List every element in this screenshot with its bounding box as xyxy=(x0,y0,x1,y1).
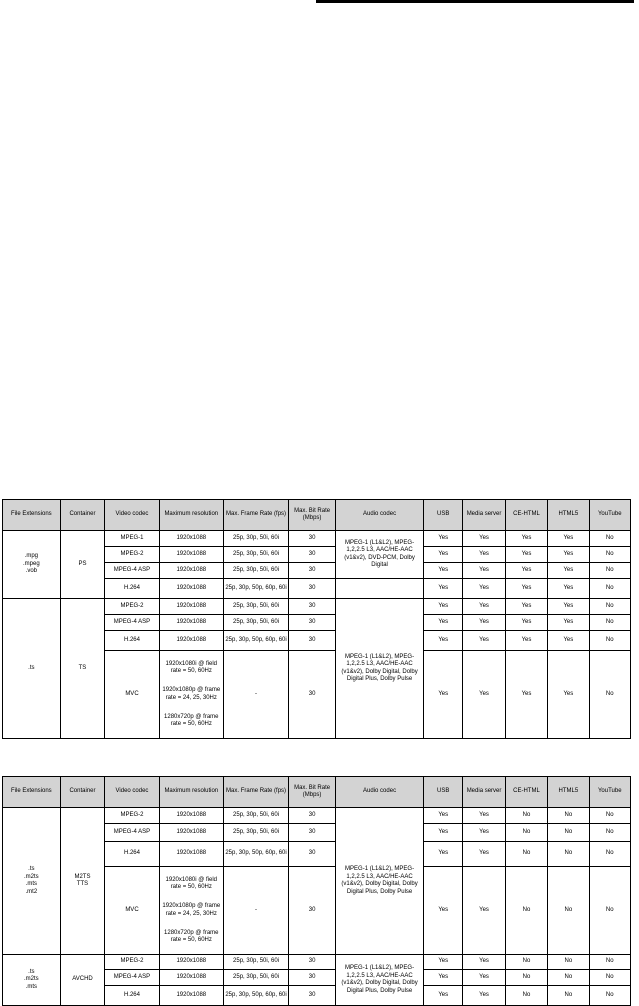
youtube-cell: No xyxy=(589,808,630,824)
usb-cell: Yes xyxy=(424,986,463,1006)
media-server-cell: Yes xyxy=(463,970,505,986)
bit-rate-cell: 30 xyxy=(289,631,336,651)
header-html5: HTML5 xyxy=(548,500,589,531)
usb-cell: Yes xyxy=(424,824,463,842)
media-server-cell: Yes xyxy=(463,867,505,955)
video-codec-cell: H.264 xyxy=(105,986,159,1006)
header-media-server: Media server xyxy=(463,777,505,808)
usb-cell: Yes xyxy=(424,970,463,986)
youtube-cell: No xyxy=(589,579,630,599)
header-video-codec: Video codec xyxy=(105,500,159,531)
youtube-cell: No xyxy=(589,563,630,579)
bit-rate-cell: 30 xyxy=(289,599,336,615)
resolution-cell: 1920x1088 xyxy=(159,986,223,1006)
resolution-cell: 1920x1088 xyxy=(159,547,223,563)
ce-html-cell: No xyxy=(505,986,547,1006)
header-max-frame-rate: Max. Frame Rate (fps) xyxy=(223,500,288,531)
youtube-cell: No xyxy=(589,824,630,842)
container-cell: AVCHD xyxy=(60,955,105,1006)
youtube-cell: No xyxy=(589,651,630,739)
format-table-2 xyxy=(2,776,631,1006)
bit-rate-cell: 30 xyxy=(289,808,336,824)
html5-cell: Yes xyxy=(548,631,589,651)
resolution-cell: 1920x1088 xyxy=(159,631,223,651)
frame-rate-cell: 25p, 30p, 50i, 60i xyxy=(223,599,288,615)
usb-cell: Yes xyxy=(424,547,463,563)
ce-html-cell: Yes xyxy=(505,579,547,599)
header-usb: USB xyxy=(424,777,463,808)
frame-rate-cell: 25p, 30p, 50i, 60i xyxy=(223,563,288,579)
resolution-line: 1920x1080i @ field rate = 50, 60Hz xyxy=(165,660,218,674)
file-extensions-cell: .ts xyxy=(3,599,61,739)
resolution-cell: 1920x1088 xyxy=(159,824,223,842)
ce-html-cell: Yes xyxy=(505,615,547,631)
header-ce-html: CE-HTML xyxy=(505,500,547,531)
resolution-cell xyxy=(159,651,223,739)
media-server-cell: Yes xyxy=(463,808,505,824)
audio-codec-cell: MPEG-1 (L1&L2), MPEG-1,2,2.5 L3, AAC/HE-AAC (v1&v2), Dolby Digital, Dolby Digital Plus, Dolby Pulse xyxy=(335,599,423,739)
resolution-cell xyxy=(159,867,223,955)
html5-cell: No xyxy=(548,867,589,955)
html5-cell: Yes xyxy=(548,579,589,599)
audio-codec-cell-empty xyxy=(335,579,423,599)
youtube-cell: No xyxy=(589,615,630,631)
video-codec-cell: MPEG-2 xyxy=(105,808,159,824)
audio-codec-cell: MPEG-1 (L1&L2), MPEG-1,2,2.5 L3, AAC/HE-AAC (v1&v2), Dolby Digital, Dolby Digital Plus, Dolby Pulse xyxy=(335,955,423,1006)
video-codec-cell: MPEG-1 xyxy=(105,531,159,547)
bit-rate-cell: 30 xyxy=(289,955,336,970)
ce-html-cell: No xyxy=(505,808,547,824)
header-file-extensions: File Extensions xyxy=(3,777,61,808)
bit-rate-cell: 30 xyxy=(289,547,336,563)
ce-html-cell: Yes xyxy=(505,547,547,563)
media-server-cell: Yes xyxy=(463,631,505,651)
frame-rate-cell: 25p, 30p, 50i, 60i xyxy=(223,531,288,547)
ce-html-cell: Yes xyxy=(505,563,547,579)
usb-cell: Yes xyxy=(424,651,463,739)
html5-cell: No xyxy=(548,955,589,970)
video-codec-cell: MPEG-4 ASP xyxy=(105,563,159,579)
file-extensions-cell: .ts .m2ts .mts .mt2 xyxy=(3,808,61,955)
resolution-cell: 1920x1088 xyxy=(159,599,223,615)
audio-codec-cell: MPEG-1 (L1&L2), MPEG-1,2,2.5 L3, AAC/HE-AAC (v1&v2), DVD-PCM, Dolby Digital xyxy=(335,531,423,579)
table-row xyxy=(3,808,631,824)
resolution-line: 1920x1080p @ frame rate = 24, 25, 30Hz xyxy=(162,903,221,917)
ce-html-cell: No xyxy=(505,842,547,867)
media-server-cell: Yes xyxy=(463,955,505,970)
media-server-cell: Yes xyxy=(463,599,505,615)
youtube-cell: No xyxy=(589,970,630,986)
usb-cell: Yes xyxy=(424,563,463,579)
usb-cell: Yes xyxy=(424,531,463,547)
resolution-cell: 1920x1088 xyxy=(159,615,223,631)
ce-html-cell: Yes xyxy=(505,651,547,739)
usb-cell: Yes xyxy=(424,599,463,615)
header-youtube: YouTube xyxy=(589,777,630,808)
media-server-cell: Yes xyxy=(463,579,505,599)
bit-rate-cell: 30 xyxy=(289,531,336,547)
video-codec-cell: MPEG-4 ASP xyxy=(105,824,159,842)
video-codec-cell: H.264 xyxy=(105,842,159,867)
header-rule xyxy=(316,0,634,3)
header-audio-codec: Audio codec xyxy=(335,777,423,808)
header-ce-html: CE-HTML xyxy=(505,777,547,808)
header-row xyxy=(3,777,631,808)
usb-cell: Yes xyxy=(424,842,463,867)
youtube-cell: No xyxy=(589,547,630,563)
resolution-cell: 1920x1088 xyxy=(159,955,223,970)
html5-cell: No xyxy=(548,808,589,824)
format-table-1 xyxy=(2,499,631,739)
html5-cell: No xyxy=(548,824,589,842)
frame-rate-cell: 25p, 30p, 50i, 60i xyxy=(223,547,288,563)
bit-rate-cell: 30 xyxy=(289,579,336,599)
header-youtube: YouTube xyxy=(589,500,630,531)
ce-html-cell: Yes xyxy=(505,631,547,651)
header-container: Container xyxy=(60,777,105,808)
file-extensions-cell: .mpg .mpeg .vob xyxy=(3,531,61,599)
resolution-line: 1920x1080i @ field rate = 50, 60Hz xyxy=(165,876,218,890)
media-server-cell: Yes xyxy=(463,842,505,867)
header-row xyxy=(3,500,631,531)
video-codec-cell: H.264 xyxy=(105,579,159,599)
video-codec-cell: MVC xyxy=(105,867,159,955)
youtube-cell: No xyxy=(589,631,630,651)
bit-rate-cell: 30 xyxy=(289,867,336,955)
usb-cell: Yes xyxy=(424,867,463,955)
html5-cell: Yes xyxy=(548,615,589,631)
resolution-cell: 1920x1088 xyxy=(159,531,223,547)
youtube-cell: No xyxy=(589,867,630,955)
frame-rate-cell: 25p, 30p, 50p, 60p, 60i xyxy=(223,842,288,867)
media-server-cell: Yes xyxy=(463,824,505,842)
bit-rate-cell: 30 xyxy=(289,986,336,1006)
ce-html-cell: Yes xyxy=(505,599,547,615)
header-container: Container xyxy=(60,500,105,531)
frame-rate-cell: 25p, 30p, 50p, 60p, 60i xyxy=(223,986,288,1006)
media-server-cell: Yes xyxy=(463,615,505,631)
ce-html-cell: No xyxy=(505,970,547,986)
media-server-cell: Yes xyxy=(463,986,505,1006)
ce-html-cell: No xyxy=(505,955,547,970)
video-codec-cell: MPEG-4 ASP xyxy=(105,615,159,631)
header-max-bit-rate: Max. Bit Rate (Mbps) xyxy=(289,777,336,808)
resolution-cell: 1920x1088 xyxy=(159,842,223,867)
youtube-cell: No xyxy=(589,599,630,615)
resolution-line: 1920x1080p @ frame rate = 24, 25, 30Hz xyxy=(162,687,221,701)
bit-rate-cell: 30 xyxy=(289,842,336,867)
header-video-codec: Video codec xyxy=(105,777,159,808)
resolution-cell: 1920x1088 xyxy=(159,970,223,986)
media-server-cell: Yes xyxy=(463,563,505,579)
video-codec-cell: MPEG-2 xyxy=(105,599,159,615)
header-html5: HTML5 xyxy=(548,777,589,808)
bit-rate-cell: 30 xyxy=(289,970,336,986)
header-media-server: Media server xyxy=(463,500,505,531)
media-server-cell: Yes xyxy=(463,531,505,547)
container-cell: PS xyxy=(60,531,105,599)
media-server-cell: Yes xyxy=(463,547,505,563)
file-extensions-cell: .ts .m2ts .mts xyxy=(3,955,61,1006)
usb-cell: Yes xyxy=(424,955,463,970)
ce-html-cell: No xyxy=(505,824,547,842)
header-max-bit-rate: Max. Bit Rate (Mbps) xyxy=(289,500,336,531)
frame-rate-cell: 25p, 30p, 50i, 60i xyxy=(223,824,288,842)
html5-cell: Yes xyxy=(548,599,589,615)
table-row xyxy=(3,955,631,970)
bit-rate-cell: 30 xyxy=(289,563,336,579)
html5-cell: Yes xyxy=(548,547,589,563)
frame-rate-cell: 25p, 30p, 50i, 60i xyxy=(223,970,288,986)
container-cell: M2TS TTS xyxy=(60,808,105,955)
frame-rate-cell: 25p, 30p, 50i, 60i xyxy=(223,955,288,970)
bit-rate-cell: 30 xyxy=(289,615,336,631)
usb-cell: Yes xyxy=(424,808,463,824)
html5-cell: Yes xyxy=(548,531,589,547)
youtube-cell: No xyxy=(589,955,630,970)
header-file-extensions: File Extensions xyxy=(3,500,61,531)
ce-html-cell: No xyxy=(505,867,547,955)
frame-rate-cell: 25p, 30p, 50p, 60p, 60i xyxy=(223,579,288,599)
html5-cell: No xyxy=(548,970,589,986)
video-codec-cell: MPEG-2 xyxy=(105,547,159,563)
container-cell: TS xyxy=(60,599,105,739)
frame-rate-cell: - xyxy=(223,651,288,739)
ce-html-cell: Yes xyxy=(505,531,547,547)
video-codec-cell: H.264 xyxy=(105,631,159,651)
header-max-resolution: Maximum resolution xyxy=(159,500,223,531)
header-max-resolution: Maximum resolution xyxy=(159,777,223,808)
video-codec-cell: MPEG-4 ASP xyxy=(105,970,159,986)
frame-rate-cell: 25p, 30p, 50p, 60p, 60i xyxy=(223,631,288,651)
video-codec-cell: MVC xyxy=(105,651,159,739)
resolution-line: 1280x720p @ frame rate = 50, 60Hz xyxy=(164,713,219,727)
audio-codec-cell: MPEG-1 (L1&L2), MPEG-1,2,2.5 L3, AAC/HE-AAC (v1&v2), Dolby Digital, Dolby Digital Plus, Dolby Pulse xyxy=(335,808,423,955)
html5-cell: No xyxy=(548,986,589,1006)
media-server-cell: Yes xyxy=(463,651,505,739)
frame-rate-cell: 25p, 30p, 50i, 60i xyxy=(223,615,288,631)
header-audio-codec: Audio codec xyxy=(335,500,423,531)
html5-cell: Yes xyxy=(548,651,589,739)
html5-cell: No xyxy=(548,842,589,867)
bit-rate-cell: 30 xyxy=(289,651,336,739)
bit-rate-cell: 30 xyxy=(289,824,336,842)
frame-rate-cell: 25p, 30p, 50i, 60i xyxy=(223,808,288,824)
youtube-cell: No xyxy=(589,531,630,547)
header-max-frame-rate: Max. Frame Rate (fps) xyxy=(223,777,288,808)
usb-cell: Yes xyxy=(424,631,463,651)
youtube-cell: No xyxy=(589,842,630,867)
youtube-cell: No xyxy=(589,986,630,1006)
table-row xyxy=(3,531,631,547)
resolution-line: 1280x720p @ frame rate = 50, 60Hz xyxy=(164,929,219,943)
usb-cell: Yes xyxy=(424,579,463,599)
table-row xyxy=(3,599,631,615)
usb-cell: Yes xyxy=(424,615,463,631)
video-codec-cell: MPEG-2 xyxy=(105,955,159,970)
html5-cell: Yes xyxy=(548,563,589,579)
resolution-cell: 1920x1088 xyxy=(159,579,223,599)
resolution-cell: 1920x1088 xyxy=(159,808,223,824)
header-usb: USB xyxy=(424,500,463,531)
frame-rate-cell: - xyxy=(223,867,288,955)
resolution-cell: 1920x1088 xyxy=(159,563,223,579)
